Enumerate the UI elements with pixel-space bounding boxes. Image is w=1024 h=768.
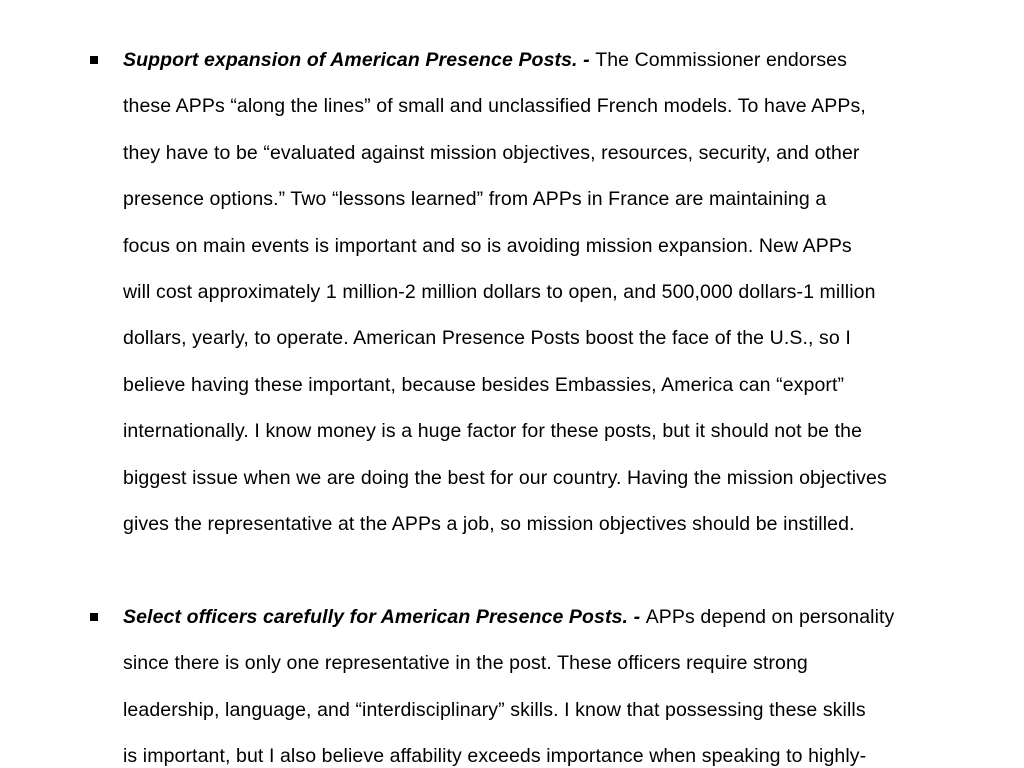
bullet-text	[123, 594, 1024, 768]
bullet-text	[123, 37, 1024, 547]
bullet-square-icon	[90, 56, 98, 64]
bullet-body-text: The Commissioner endorses	[595, 49, 847, 71]
bullet-lead-text: Select officers carefully for American Presence Posts. -	[123, 605, 646, 628]
list-item	[0, 37, 1024, 547]
text-line: dollars, yearly, to operate. American Presence Posts boost the face of the U.S., so I	[123, 327, 851, 350]
text-line	[123, 594, 1024, 640]
text-line: biggest issue when we are doing the best for our country. Having the mission objectives	[123, 466, 887, 489]
text-line: presence options.” Two “lessons learned” from APPs in France are maintaining a	[123, 188, 827, 211]
text-line	[123, 37, 1024, 83]
text-line: will cost approximately 1 million-2 million dollars to open, and 500,000 dollars-1 million	[123, 281, 876, 304]
text-line: believe having these important, because besides Embassies, America can “export”	[123, 373, 845, 396]
text-line: internationally. I know money is a huge factor for these posts, but it should not be the	[123, 420, 863, 443]
text-line: gives the representative at the APPs a job, so mission objectives should be instilled.	[123, 513, 855, 536]
text-line: these APPs “along the lines” of small and unclassified French models. To have APPs,	[123, 95, 866, 118]
text-line: they have to be “evaluated against mission objectives, resources, security, and other	[123, 141, 860, 164]
text-line: since there is only one representative in the post. These officers require strong	[123, 652, 808, 675]
bullet-lead-text: Support expansion of American Presence Posts. -	[123, 49, 596, 71]
bullet-square-icon	[90, 613, 98, 621]
bullet-list	[0, 37, 1024, 768]
text-line: leadership, language, and “interdisciplinary” skills. I know that possessing these skills	[123, 698, 866, 721]
text-line: focus on main events is important and so is avoiding mission expansion. New APPs	[123, 234, 852, 257]
bullet-body-text: APPs depend on personality	[645, 605, 895, 628]
text-line: is important, but I also believe affability exceeds importance when speaking to highly-	[123, 745, 867, 768]
list-item	[0, 594, 1024, 768]
